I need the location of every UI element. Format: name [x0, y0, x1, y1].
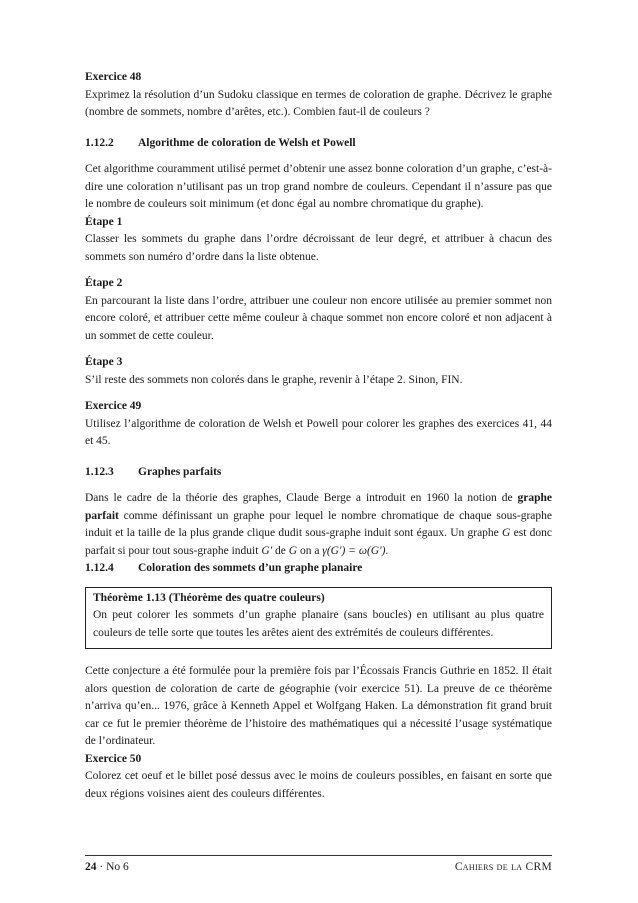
step-3 [85, 354, 552, 389]
section-title: Algorithme de coloration de Welsh et Powell [138, 136, 356, 149]
step-1-label: Étape 1 [85, 215, 123, 228]
theorem-text: On peut colorer les sommets d’un graphe planaire (sans boucles) en utilisant au plus quatre couleurs de telle sorte que toutes les arêtes aient des extrémités de couleurs différentes. [93, 609, 544, 639]
footer-left [85, 859, 129, 875]
section-number: 1.12.4 [85, 562, 114, 574]
four-color-history: Cette conjecture a été formulée pour la première fois par l’Écossais Francis Guthrie en 1852. Il était alors question de coloration de carte de géographie (voir exercice 51). La preuve de ce théorème n’arriva qu’en... 1976, grâce à Kenneth Appel et Wolfgang Haken. La démonstration fit grand bruit car ce fut le premier théorème de l’histoire des mathématiques qui a nécessité l’usage systématique de l’ordinateur. [85, 665, 552, 747]
exercise-48-text: Exprimez la résolution d’un Sudoku classique en termes de coloration de graphe. Décrivez le graphe (nombre de sommets, nombre d’arêtes, etc.). Combien faut-il de couleurs ? [85, 88, 552, 118]
exercise-48 [85, 69, 552, 122]
welsh-powell-intro: Cet algorithme couramment utilisé permet d’obtenir une assez bonne coloration d’un graphe, c’est-à-dire une coloration n’utilisant pas un trop grand nombre de couleurs. Cependant il n’assure pas que le nombre de couleurs soit minimum (et donc égal au nombre chromatique du graphe). [85, 163, 552, 210]
step-1-text: Classer les sommets du graphe dans l’ordre décroissant de leur degré, et attribuer à chacun des sommets son numéro d’ordre dans la liste obtenue. [85, 233, 552, 263]
perfect-graph-paragraph [85, 490, 552, 560]
section-1-12-2-heading [85, 135, 552, 153]
page-footer [85, 855, 552, 873]
math-symbol: G [288, 544, 298, 557]
step-2 [85, 275, 552, 345]
exercise-49-text: Utilisez l’algorithme de coloration de Welsh et Powell pour colorer les graphes des exercices 41, 44 et 45. [85, 417, 552, 447]
term-perfect-graph: graphe parfait [85, 492, 552, 522]
footer-separator: · [96, 861, 107, 873]
journal-name: Cahiers de la CRM [454, 861, 552, 873]
math-symbol: G′ [261, 544, 273, 557]
step-3-label: Étape 3 [85, 356, 123, 368]
issue-number: No 6 [106, 861, 129, 873]
math-symbol: G [502, 527, 511, 539]
paragraph-text: de [272, 544, 289, 557]
exercise-48-title: Exercice 48 [85, 71, 142, 83]
exercise-50 [85, 751, 552, 804]
paragraph-text: est donc parfait si pour tout sous-graphe induit [85, 527, 552, 557]
page-number: 24 [85, 861, 97, 873]
step-2-text: En parcourant la liste dans l’ordre, attribuer une couleur non encore utilisée au premier sommet non encore coloré, et attribuer cette même couleur à chaque sommet non encore coloré et non adjacent à un sommet de cette couleur. [85, 294, 552, 342]
math-formula: γ(G′) = ω(G′) [322, 544, 386, 557]
page-content [85, 69, 552, 803]
theorem-title: Théorème 1.13 (Théorème des quatre couleurs) [93, 591, 325, 604]
exercise-49-title: Exercice 49 [85, 400, 142, 412]
step-3-text: S’il reste des sommets non colorés dans le graphe, revenir à l’étape 2. Sinon, FIN. [85, 373, 463, 386]
paragraph-text: Dans le cadre de la théorie des graphes, Claude Berge a introduit en 1960 la notion de [85, 492, 518, 504]
paragraph-text: . [385, 544, 389, 557]
theorem-box [85, 587, 552, 650]
section-1-12-3-heading [85, 464, 552, 482]
step-1 [85, 214, 552, 267]
step-2-label: Étape 2 [85, 277, 123, 289]
section-title: Graphes parfaits [138, 465, 222, 478]
section-number: 1.12.2 [85, 136, 114, 149]
exercise-49 [85, 398, 552, 451]
exercise-50-text: Colorez cet oeuf et le billet posé dessus avec le moins de couleurs possibles, en faisant en sorte que deux régions voisines aient des couleurs différentes. [85, 770, 552, 800]
section-number: 1.12.3 [85, 465, 114, 478]
paragraph-text: comme définissant un graphe pour lequel le nombre chromatique de chaque sous-graphe induit et la taille de la plus grande clique dudit sous-graphe induit sont égaux. Un graphe [85, 509, 552, 539]
section-1-12-4-heading [85, 560, 552, 578]
exercise-50-title: Exercice 50 [85, 752, 142, 765]
paragraph-text: on a [297, 544, 323, 557]
section-title: Coloration des sommets d’un graphe planaire [138, 562, 363, 574]
